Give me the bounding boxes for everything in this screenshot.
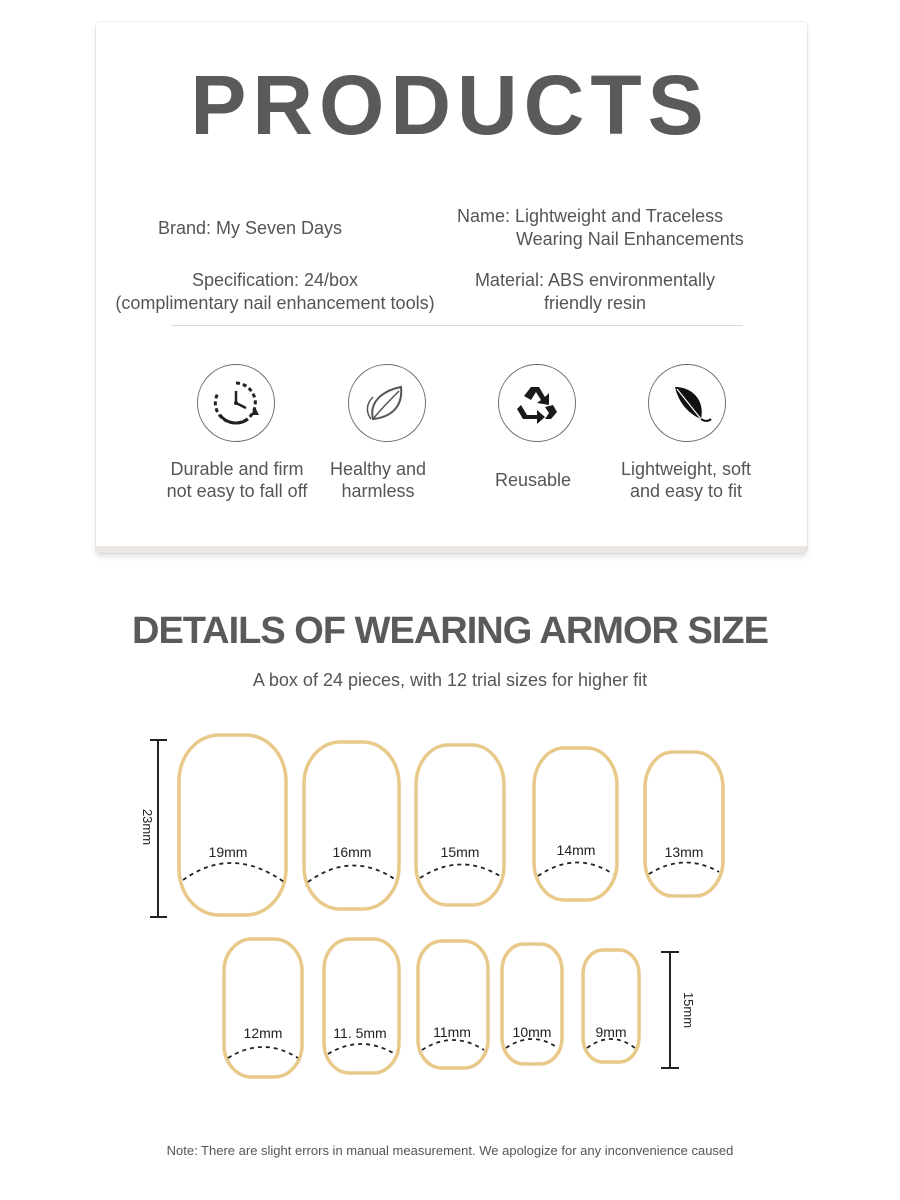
name-line-1: Name: Lightweight and Traceless (457, 206, 724, 226)
feature-label-lightweight: Lightweight, soft and easy to fit (620, 459, 752, 501)
nail-14mm (534, 748, 617, 900)
length-label-15mm: 15mm (681, 991, 696, 1029)
size-section-title: DETAILS OF WEARING ARMOR SIZE (132, 610, 768, 652)
nail-9mm (583, 950, 639, 1062)
nail-11mm (418, 941, 488, 1068)
nail-10mm (502, 944, 562, 1064)
name-line-2: Wearing Nail Enhancements (516, 229, 744, 249)
size-label-19mm: 19mm (208, 844, 248, 860)
nail-15mm (416, 745, 504, 905)
size-label-9mm: 9mm (595, 1024, 627, 1040)
size-label-12mm: 12mm (243, 1025, 283, 1041)
feature-label-healthy: Healthy and harmless (329, 459, 427, 501)
material-line-2: friendly resin (543, 293, 647, 313)
nail-11-5mm (324, 939, 399, 1073)
size-label-10mm: 10mm (512, 1024, 552, 1040)
spec-line-1: Specification: 24/box (191, 270, 359, 290)
size-label-14mm: 14mm (556, 842, 596, 858)
spec-line-2: (complimentary nail enhancement tools) (115, 293, 435, 313)
feature-label-reusable: Reusable (494, 470, 572, 490)
products-title: PRODUCTS (190, 58, 710, 152)
size-section-subtitle: A box of 24 pieces, with 12 trial sizes for higher fit (252, 670, 648, 690)
nail-16mm (304, 742, 399, 909)
size-label-16mm: 16mm (332, 844, 372, 860)
size-label-11-5mm: 11. 5mm (333, 1025, 387, 1041)
material-line-1: Material: ABS environmentally (474, 270, 716, 290)
nail-13mm (645, 752, 723, 896)
nail-19mm (179, 735, 286, 915)
length-label-23mm: 23mm (140, 808, 155, 846)
brand-text: Brand: My Seven Days (157, 218, 343, 238)
size-label-13mm: 13mm (664, 844, 704, 860)
size-label-15mm: 15mm (440, 844, 480, 860)
feature-label-durable: Durable and firm not easy to fall off (166, 459, 308, 501)
nail-12mm (224, 939, 302, 1077)
measurement-note: Note: There are slight errors in manual measurement. We apologize for any inconvenience caused (166, 1143, 734, 1158)
size-label-11mm: 11mm (433, 1024, 471, 1040)
